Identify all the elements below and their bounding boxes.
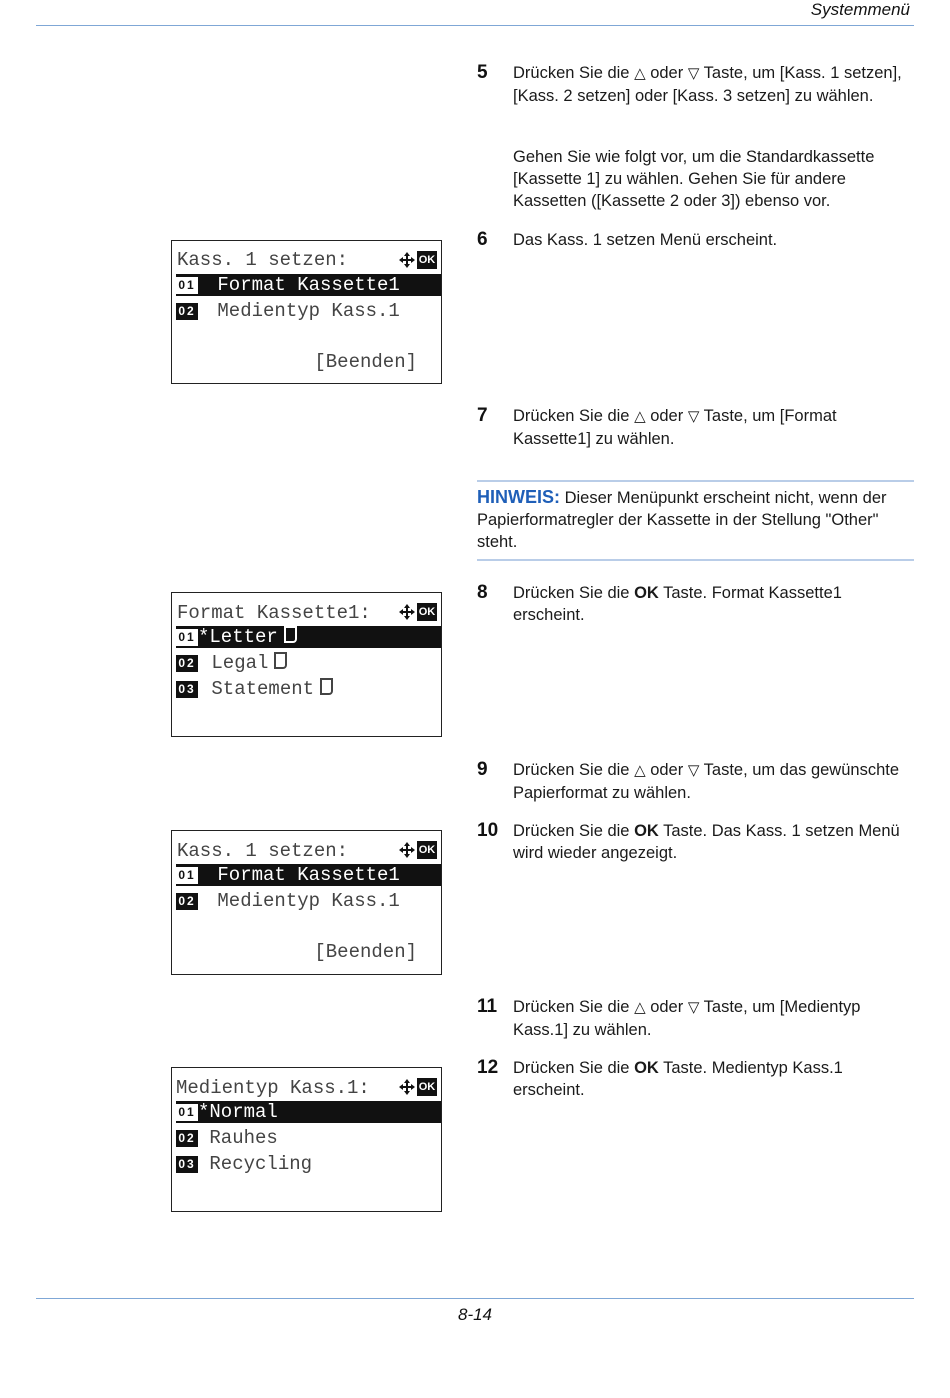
down-arrow-icon: ▽	[687, 408, 700, 425]
lcd-item-selected	[176, 626, 441, 648]
four-way-arrow-icon	[398, 603, 416, 621]
step-text-part: Drücken Sie die	[513, 822, 635, 840]
lcd-screen-medientyp	[171, 1067, 442, 1212]
item-number: 01	[176, 277, 198, 294]
header-rule	[36, 25, 914, 26]
down-arrow-icon: ▽	[687, 999, 700, 1016]
item-number: 02	[176, 655, 198, 672]
step-number: 9	[477, 759, 488, 780]
four-way-arrow-icon	[398, 251, 416, 269]
item-label: Medientyp Kass.1	[206, 890, 400, 912]
lcd-nav-icons	[398, 601, 437, 621]
step-9	[477, 759, 917, 804]
lcd-item	[176, 1153, 441, 1175]
lcd-footer-beenden: [Beenden]	[314, 941, 417, 963]
step-text-part: Drücken Sie die	[513, 64, 635, 82]
ok-icon: OK	[417, 1078, 437, 1096]
ok-icon: OK	[417, 841, 437, 859]
ok-key-label: OK	[634, 584, 659, 602]
portrait-paper-icon	[274, 652, 287, 669]
step-5	[477, 62, 917, 107]
lcd-nav-icons	[398, 839, 437, 859]
four-way-arrow-icon	[398, 1078, 416, 1096]
lcd-item-selected	[176, 274, 441, 296]
item-label: Recycling	[198, 1153, 313, 1175]
note-label: HINWEIS:	[477, 487, 560, 507]
ok-key-label: OK	[634, 1059, 659, 1077]
step-number: 8	[477, 582, 488, 603]
down-arrow-icon: ▽	[687, 762, 700, 779]
item-number: 03	[176, 681, 198, 698]
step-text-part: oder	[645, 407, 688, 425]
step-text-part: Taste. Das Kass. 1 setzen Menü wird wieder angezeigt.	[513, 822, 900, 862]
lcd-title: Format Kassette1:	[177, 602, 371, 624]
step-text	[513, 1057, 917, 1101]
running-header: Systemmenü	[810, 0, 910, 19]
step-text	[513, 759, 917, 804]
lcd-item-selected	[176, 1101, 441, 1123]
item-number: 02	[176, 1130, 198, 1147]
lcd-item	[176, 890, 441, 912]
step-text-part: Drücken Sie die	[513, 584, 635, 602]
step-text-part: Taste, um das gewünschte Papierformat zu wählen.	[513, 761, 900, 802]
step-text-part: Drücken Sie die	[513, 761, 635, 779]
step-text-part: oder	[645, 761, 688, 779]
step-number: 5	[477, 62, 488, 83]
step-number: 11	[477, 996, 498, 1017]
up-arrow-icon: △	[634, 762, 646, 779]
lcd-title: Medientyp Kass.1:	[176, 1077, 370, 1099]
lcd-item	[176, 652, 441, 674]
item-label: *Normal	[198, 1101, 278, 1123]
step-5-note: Gehen Sie wie folgt vor, um die Standardkassette [Kassette 1] zu wählen. Gehen Sie für andere Kassetten ([Kassette 2 oder 3]) ebenso vor.	[513, 148, 875, 210]
step-text-part: Taste, um [Kass. 1 setzen], [Kass. 2 setzen] oder [Kass. 3 setzen] zu wählen.	[513, 64, 902, 105]
step-text-part: Drücken Sie die	[513, 1059, 635, 1077]
item-number: 02	[176, 303, 198, 320]
step-10	[477, 820, 917, 864]
note-text: Dieser Menüpunkt erscheint nicht, wenn der Papierformatregler der Kassette in der Stellung "Other" steht.	[477, 489, 887, 551]
step-number: 10	[477, 820, 499, 841]
step-text: Das Kass. 1 setzen Menü erscheint.	[513, 231, 778, 249]
step-text-part: Taste. Format Kassette1 erscheint.	[513, 584, 842, 624]
portrait-paper-icon	[284, 626, 297, 643]
item-number: 01	[176, 867, 198, 884]
step-8	[477, 582, 917, 626]
footer-rule	[36, 1298, 914, 1299]
step-12	[477, 1057, 917, 1101]
lcd-screen-kass-setzen	[171, 240, 442, 384]
hinweis-note	[477, 480, 914, 561]
step-text	[513, 405, 917, 450]
item-number: 03	[176, 1156, 198, 1173]
step-text	[513, 996, 917, 1041]
step-text-part: oder	[645, 64, 688, 82]
page-number: 8-14	[457, 1305, 493, 1324]
step-6	[477, 229, 917, 251]
ok-key-label: OK	[634, 822, 659, 840]
step-text-part: Drücken Sie die	[513, 407, 635, 425]
step-7	[477, 405, 917, 450]
lcd-screen-format-kassette	[171, 592, 442, 737]
step-text-part: Taste, um [Format Kassette1] zu wählen.	[513, 407, 837, 448]
four-way-arrow-icon	[398, 841, 416, 859]
item-label: Format Kassette1	[206, 864, 400, 886]
lcd-title: Kass. 1 setzen:	[177, 840, 349, 862]
step-number: 6	[477, 229, 488, 250]
step-11	[477, 996, 917, 1041]
lcd-screen-kass-setzen-return	[171, 830, 442, 975]
lcd-item	[176, 1127, 441, 1149]
ok-icon: OK	[417, 603, 437, 621]
step-number: 12	[477, 1057, 499, 1078]
item-label: Rauhes	[198, 1127, 278, 1149]
lcd-footer-beenden: [Beenden]	[314, 351, 417, 373]
item-number: 02	[176, 893, 198, 910]
up-arrow-icon: △	[634, 65, 646, 82]
step-text-part: Taste. Medientyp Kass.1 erscheint.	[513, 1059, 843, 1099]
item-number: 01	[176, 1104, 198, 1121]
lcd-nav-icons	[398, 1076, 437, 1096]
item-label: Statement	[200, 678, 315, 700]
item-number: 01	[176, 629, 198, 646]
portrait-paper-icon	[320, 678, 333, 695]
item-label: Format Kassette1	[206, 274, 400, 296]
lcd-nav-icons	[398, 249, 437, 269]
ok-icon: OK	[417, 251, 437, 269]
down-arrow-icon: ▽	[687, 65, 700, 82]
step-number: 7	[477, 405, 488, 426]
item-label: *Letter	[198, 626, 278, 648]
step-text-part: Drücken Sie die	[513, 998, 635, 1016]
lcd-item-selected	[176, 864, 441, 886]
step-text-part: Taste, um [Medientyp Kass.1] zu wählen.	[513, 998, 861, 1039]
item-label: Legal	[200, 652, 269, 674]
step-text	[513, 820, 917, 864]
lcd-item	[176, 678, 441, 700]
lcd-item	[176, 300, 441, 322]
up-arrow-icon: △	[634, 999, 646, 1016]
item-label: Medientyp Kass.1	[206, 300, 400, 322]
step-text	[513, 62, 917, 107]
up-arrow-icon: △	[634, 408, 646, 425]
lcd-title: Kass. 1 setzen:	[177, 249, 349, 271]
step-text-part: oder	[645, 998, 688, 1016]
step-text	[513, 582, 917, 626]
